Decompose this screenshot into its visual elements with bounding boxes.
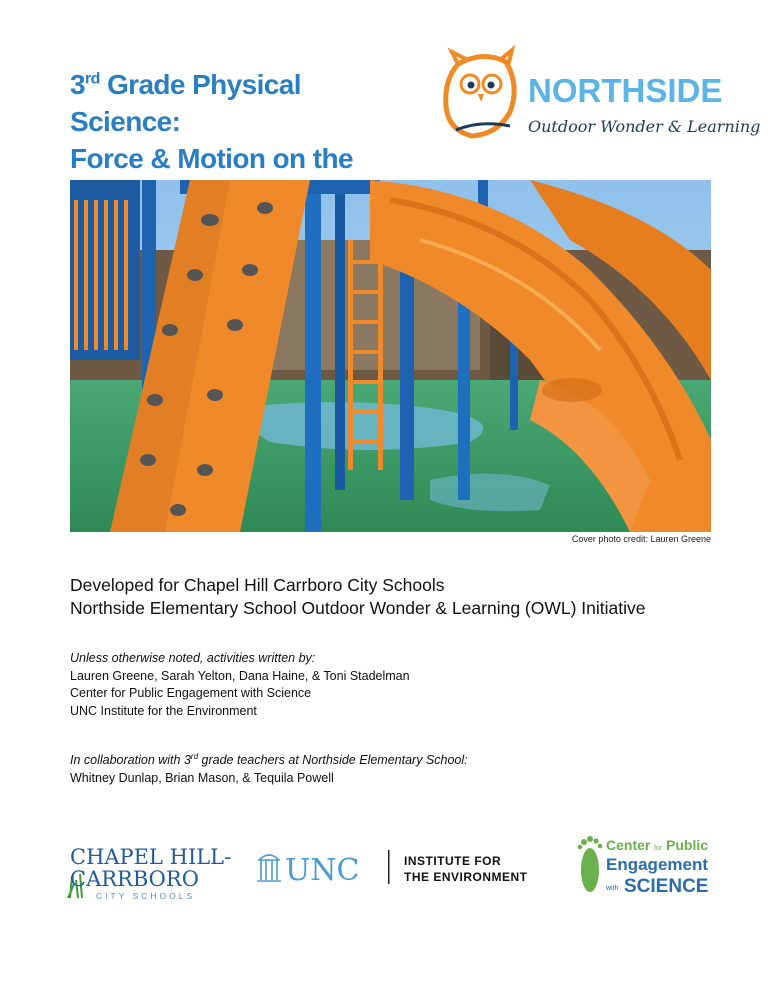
logo-northside-text: NORTHSIDE bbox=[528, 72, 723, 109]
chccs-line-3: CITY SCHOOLS bbox=[96, 891, 196, 901]
collaboration-intro bbox=[70, 752, 468, 770]
collaboration-intro-pre: In collaboration with 3 bbox=[70, 753, 191, 767]
authors-org-1: Center for Public Engagement with Science bbox=[70, 686, 312, 700]
pes-science: SCIENCE bbox=[624, 876, 709, 897]
owl-icon bbox=[446, 50, 514, 136]
title-superscript: rd bbox=[84, 70, 100, 88]
developed-for bbox=[70, 574, 646, 620]
pes-public: Public bbox=[666, 837, 709, 853]
photo-credit: Cover photo credit: Lauren Greene bbox=[571, 534, 711, 544]
authors-org-2: UNC Institute for the Environment bbox=[70, 703, 257, 718]
logo-tagline: Outdoor Wonder & Learning bbox=[528, 117, 761, 136]
authors-block bbox=[70, 650, 410, 720]
pes-with: with bbox=[606, 885, 619, 892]
authors-intro: Unless otherwise noted, activities written by: bbox=[70, 651, 316, 665]
collaboration-intro-sup: rd bbox=[190, 751, 199, 761]
title-number: 3 bbox=[70, 69, 85, 100]
center-public-engagement-science-logo bbox=[576, 828, 709, 898]
footprint-icon bbox=[578, 836, 603, 892]
collaboration-intro-post: grade teachers at Northside Elementary School: bbox=[198, 753, 468, 767]
pes-engagement: Engagement bbox=[606, 855, 709, 874]
title-line-1: Grade Physical Science: bbox=[70, 69, 301, 137]
pes-center: Center bbox=[606, 837, 651, 853]
collaboration-names: Whitney Dunlap, Brian Mason, & Tequila Powell bbox=[70, 770, 334, 785]
unc-ie-line-2: THE ENVIRONMENT bbox=[404, 870, 528, 884]
collaboration-block bbox=[70, 752, 468, 787]
unc-ie-line-1: INSTITUTE FOR bbox=[404, 854, 502, 868]
playground-photo bbox=[70, 180, 711, 532]
chapel-hill-carrboro-logo bbox=[66, 840, 232, 902]
authors-names: Lauren Greene, Sarah Yelton, Dana Haine, & Toni Stadelman bbox=[70, 668, 410, 683]
developed-for-line-2: Northside Elementary School Outdoor Wonder & Learning (OWL) Initiative bbox=[70, 598, 646, 618]
title-line-2: Force & Motion on the bbox=[70, 143, 353, 174]
northside-owl-logo bbox=[440, 50, 761, 142]
chccs-line-1: CHAPEL HILL- bbox=[70, 845, 232, 869]
unc-wordmark: UNC bbox=[285, 853, 360, 888]
developed-for-line-1: Developed for Chapel Hill Carrboro City Schools bbox=[70, 575, 445, 595]
chccs-line-2: CARRBORO bbox=[70, 867, 199, 891]
pes-for: for bbox=[654, 845, 663, 852]
unc-institute-environment-logo bbox=[256, 846, 536, 888]
old-well-icon bbox=[257, 855, 281, 881]
